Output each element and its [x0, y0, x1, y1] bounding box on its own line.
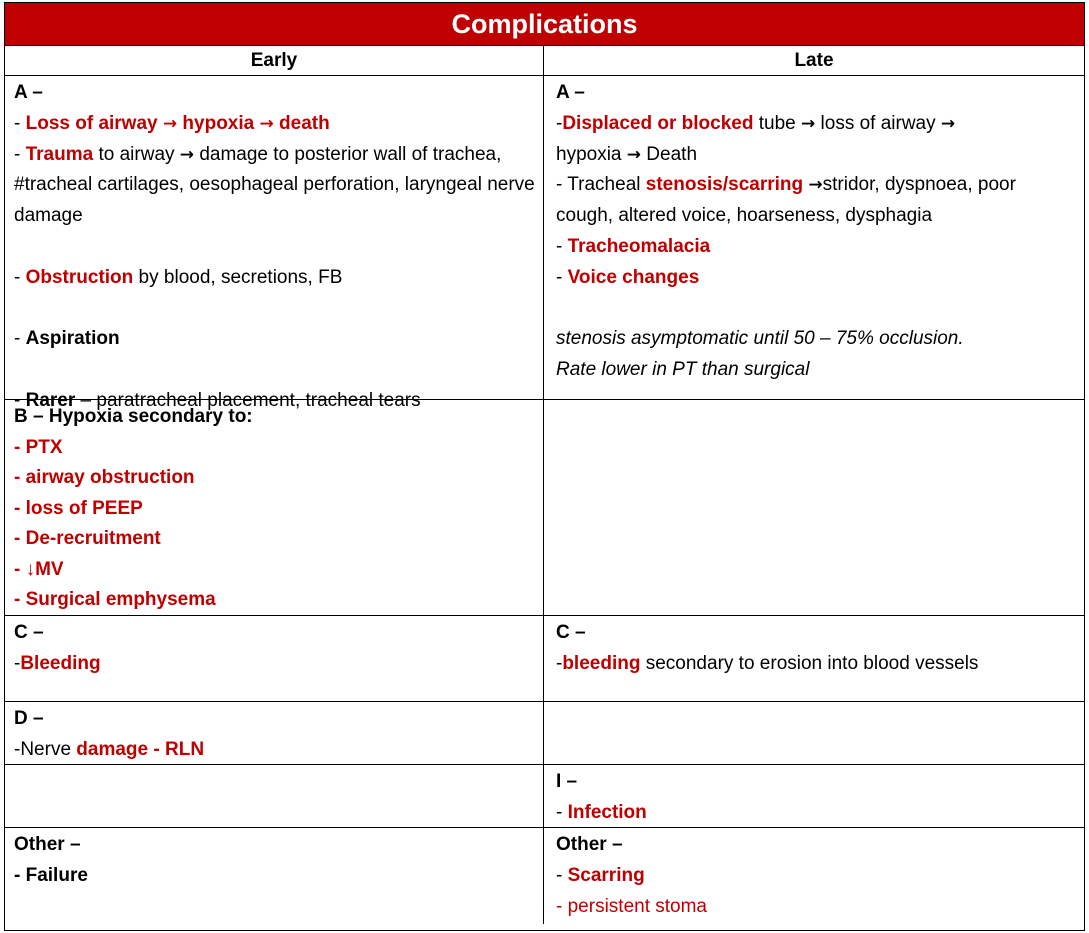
- table-title: Complications: [5, 3, 1084, 46]
- cell-a-early: [5, 76, 544, 411]
- other-scarring: - Scarring: [556, 864, 645, 886]
- arrow-icon: →: [179, 144, 195, 165]
- a-late-stenosis: - Tracheal stenosis/scarring →stridor, dyspnoea, poor cough, altered voice, hoarseness, dysphagia: [556, 174, 1016, 227]
- a-late-tracheomalacia: - Tracheomalacia: [556, 235, 711, 257]
- cell-i-late: [544, 765, 1084, 827]
- arrow-icon: →: [162, 113, 178, 134]
- header-early: Early: [5, 46, 544, 75]
- i-heading: I –: [556, 771, 578, 792]
- cell-a-late: [544, 76, 1084, 399]
- row-i: [5, 765, 1084, 828]
- a-late-note-2: Rate lower in PT than surgical: [556, 359, 810, 381]
- b-item-surgical-emphysema: - Surgical emphysema: [14, 589, 216, 610]
- a-early-obstruction: - Obstruction by blood, secretions, FB: [14, 266, 343, 288]
- arrow-icon: →: [259, 113, 274, 134]
- other-persistent-stoma: - persistent stoma: [556, 895, 707, 917]
- a-early-aspiration: - Aspiration: [14, 328, 120, 350]
- b-item-mv: - ↓MV: [14, 558, 64, 580]
- row-c: [5, 616, 1084, 702]
- a-early-trauma: - Trauma to airway → damage to posterior wall of trachea, #tracheal cartilages, oesophageal perforation, laryngeal nerve damage: [14, 143, 535, 227]
- i-infection: - Infection: [556, 801, 647, 823]
- a-late-note-1: stenosis asymptomatic until 50 – 75% occlusion.: [556, 328, 964, 350]
- row-a: [5, 76, 1084, 411]
- cell-i-early: [5, 765, 544, 827]
- other-early-heading: Other –: [14, 834, 81, 855]
- a-early-rarer: - Rarer – paratracheal placement, tracheal tears: [14, 389, 421, 411]
- c-late-bleeding: -bleeding secondary to erosion into blood vessels: [556, 652, 979, 674]
- other-failure: - Failure: [14, 864, 88, 886]
- arrow-icon: →: [940, 113, 956, 134]
- cell-c-early: [5, 616, 544, 701]
- c-early-heading: C –: [14, 622, 44, 643]
- a-late-heading: A –: [556, 82, 585, 103]
- cell-d-late: [544, 702, 1084, 764]
- b-item-loss-of-peep: - loss of PEEP: [14, 497, 143, 519]
- b-item-ptx: - PTX: [14, 436, 63, 458]
- b-heading: B – Hypoxia secondary to:: [14, 406, 253, 427]
- row-other: [5, 828, 1084, 924]
- a-early-heading: A –: [14, 82, 43, 103]
- b-item-de-recruitment: - De-recruitment: [14, 528, 161, 549]
- cell-b-early: [5, 400, 544, 615]
- cell-other-early: [5, 828, 544, 924]
- a-late-voice: - Voice changes: [556, 266, 700, 288]
- d-heading: D –: [14, 708, 44, 729]
- arrow-icon: →: [808, 175, 823, 196]
- cell-other-late: [544, 828, 1084, 924]
- a-early-loss-of-airway: - Loss of airway → hypoxia → death: [14, 112, 330, 134]
- header-late: Late: [794, 49, 834, 71]
- cell-b-late: [544, 400, 1084, 615]
- row-d: [5, 702, 1084, 765]
- arrow-icon: →: [626, 144, 642, 165]
- row-b: [5, 400, 1084, 616]
- complications-table: [4, 2, 1085, 931]
- a-late-displaced: -Displaced or blocked tube → loss of airway → hypoxia → Death: [556, 112, 956, 165]
- c-late-heading: C –: [556, 622, 586, 643]
- b-item-airway-obstruction: - airway obstruction: [14, 467, 195, 488]
- c-early-bleeding: -Bleeding: [14, 652, 101, 674]
- other-late-heading: Other –: [556, 834, 623, 855]
- cell-d-early: [5, 702, 544, 764]
- header-row: [5, 46, 1084, 76]
- d-nerve-damage: -Nerve damage - RLN: [14, 738, 205, 760]
- cell-c-late: [544, 616, 1084, 701]
- arrow-icon: →: [801, 113, 816, 134]
